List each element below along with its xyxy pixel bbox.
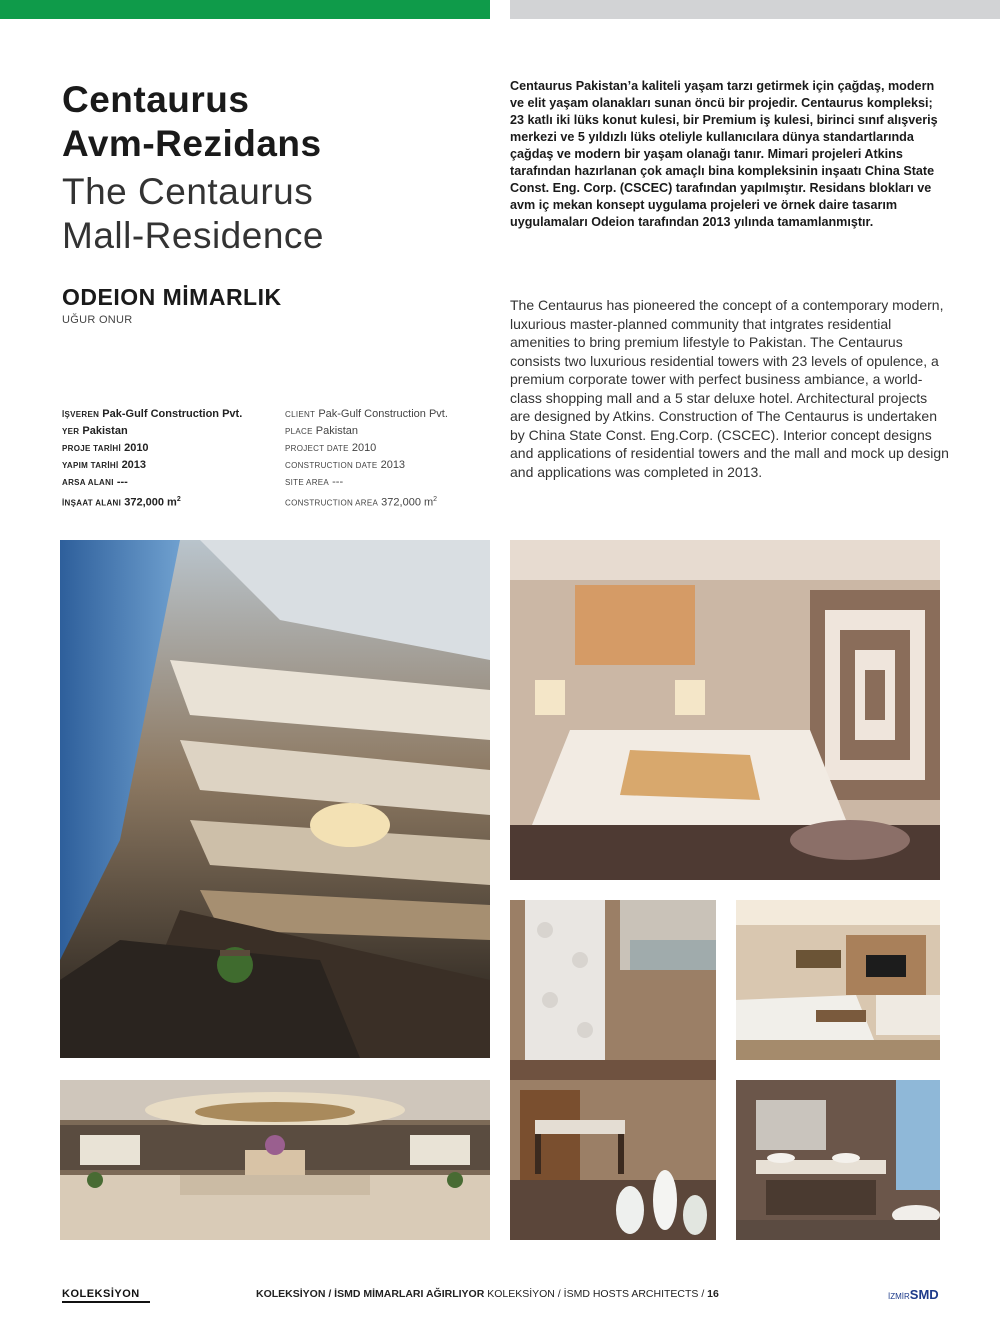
- header-bar-grey: [510, 0, 1000, 19]
- mall-lobby-image: [60, 1080, 490, 1240]
- architect-name: ODEION MİMARLIK: [62, 284, 282, 310]
- info-label: CONSTRUCTION DATE: [285, 461, 378, 470]
- living-room-image: [736, 900, 940, 1060]
- project-info-english: [285, 406, 448, 508]
- photo-duplex-living: [510, 900, 716, 1240]
- unit-superscript: 2: [433, 496, 438, 503]
- info-value: Pakistan: [82, 425, 128, 437]
- title-tr-line1: Centaurus: [62, 79, 250, 120]
- info-label: SITE AREA: [285, 478, 330, 487]
- footer-brand: [888, 1286, 939, 1304]
- photo-bedroom: [510, 540, 940, 880]
- footer-brand-big: SMD: [909, 1287, 939, 1302]
- info-value: 372,000 m: [381, 496, 434, 509]
- footer-title-english: KOLEKSİYON / İSMD HOSTS ARCHITECTS /: [487, 1288, 705, 1300]
- footer-title-turkish: KOLEKSİYON / İSMD MİMARLARI AĞIRLIYOR: [256, 1288, 485, 1300]
- info-label: PROJE TARİHİ: [62, 444, 122, 453]
- page-number: 16: [707, 1288, 719, 1300]
- info-label: CLIENT: [285, 410, 316, 419]
- photo-bathroom: [736, 1080, 940, 1240]
- info-label: PROJECT DATE: [285, 444, 349, 453]
- info-value: 2010: [124, 442, 149, 454]
- title-tr-line2: Avm-Rezidans: [62, 123, 322, 164]
- info-value: Pakistan: [315, 425, 358, 437]
- info-value: 372,000 m: [124, 496, 177, 509]
- person-name: UĞUR ONUR: [62, 314, 133, 326]
- footer-brand-small: İZMİR: [888, 1292, 910, 1301]
- unit-superscript: 2: [176, 496, 181, 503]
- info-label: İNŞAAT ALANI: [62, 498, 122, 508]
- title-english: [62, 170, 324, 258]
- title-turkish: [62, 78, 322, 166]
- info-label: PLACE: [285, 427, 313, 436]
- info-label: YAPIM TARİHİ: [62, 461, 119, 470]
- info-value: ---: [116, 476, 128, 488]
- footer-section-title: [256, 1288, 719, 1300]
- body-text-turkish: Centaurus Pakistan’a kaliteli yaşam tarzı getirmek için çağdaş, modern ve elit yaşam olanakları sunan öncü bir projedir. Centaurus kompleksi; 23 katlı iki lüks konut kulesi, bir Premium iş kulesi, birinci sınıf alışveriş merkezi ve 5 yıldızlı lüks oteliyle kullanıcılara dünya standartlarında çağdaş ve modern bir yaşam olanağı tanır. Mimari projeleri Atkins tarafından hazırlanan çok amaçlı bina kompleksinin inşaatı China State Const. Eng. Corp. (CSCEC) tarafından yapılmıştır. Residans blokları ve avm iç mekan konsept uygulama projeleri ve örnek daire tasarım uygulamaları Odeion tarafından 2013 yılında tamamlanmıştır.: [510, 79, 938, 229]
- info-label: ARSA ALANI: [62, 478, 114, 487]
- title-en-line1: The Centaurus: [62, 171, 314, 212]
- info-value: Pak-Gulf Construction Pvt.: [318, 408, 448, 420]
- info-label: YER: [62, 427, 80, 436]
- info-value: 2010: [351, 442, 377, 454]
- info-label: İŞVEREN: [62, 410, 100, 419]
- photo-mall-atrium: [60, 540, 490, 1058]
- info-label: CONSTRUCTION AREA: [285, 498, 379, 508]
- body-text-english: The Centaurus has pioneered the concept of a contemporary modern, luxurious master-planned community that intgrates residential amenities to bring premium lifestyle to Pakistan. The Centaurus consists two luxurious residential towers with 23 levels of opulence, a premium corporate tower with perfect business ambiance, a world-class shopping mall and a 5 star deluxe hotel. Architectural projects are designed by Atkins. Construction of The Centaurus is undertaken by China State Const. Eng.Corp. (CSCEC). Interior concept designs and applications of residential towers and the mall and mock up design and applications was completed in 2013.: [510, 297, 949, 480]
- info-value: 2013: [121, 459, 147, 471]
- bathroom-image: [736, 1080, 940, 1240]
- footer-logo: KOLEKSİYON: [62, 1287, 150, 1303]
- bedroom-image: [510, 540, 940, 880]
- info-value: Pak-Gulf Construction Pvt.: [102, 408, 243, 420]
- info-value: 2013: [380, 459, 406, 471]
- info-value: ---: [332, 476, 344, 488]
- title-en-line2: Mall-Residence: [62, 215, 324, 256]
- project-info-turkish: [62, 406, 242, 508]
- mall-atrium-image: [60, 540, 490, 1058]
- photo-mall-lobby: [60, 1080, 490, 1240]
- header-bar-green: [0, 0, 490, 19]
- photo-living-room: [736, 900, 940, 1060]
- duplex-living-image: [510, 900, 716, 1240]
